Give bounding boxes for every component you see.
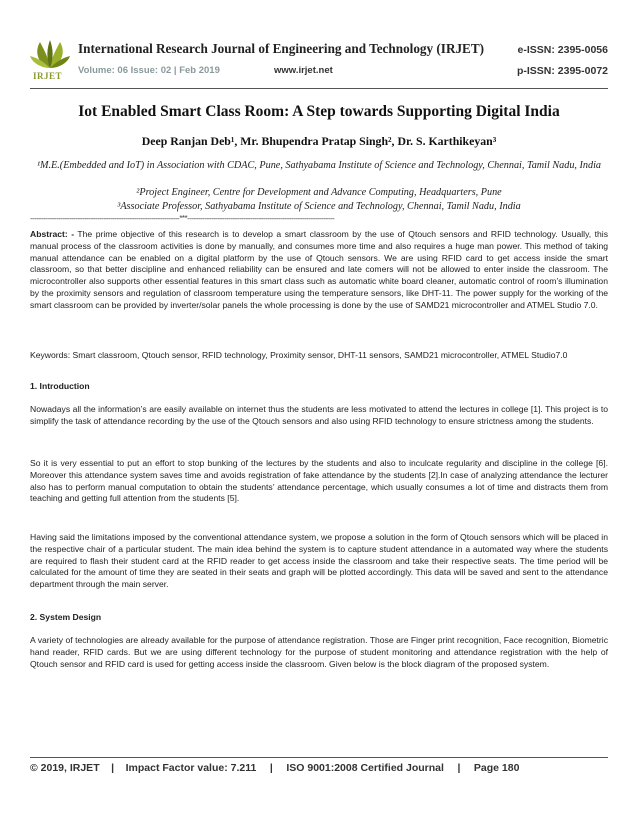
volume-issue: Volume: 06 Issue: 02 | Feb 2019: [78, 65, 220, 76]
section-separator: ---------------------------------------------------------------------***--------------------------------------------------------------------: [30, 214, 335, 223]
footer-impact-factor: Impact Factor value: 7.211: [125, 762, 257, 774]
footer-separator: |: [457, 762, 461, 774]
intro-paragraph-3: Having said the limitations imposed by the conventional attendance system, we propose a solution in the form of Qtouch sensors which will be placed in the respective chair of a particular student. The main idea behind the system is to capture student attendance in a automated way where the students are required to flash their student card at the RFID reader to get access inside the classroom and take their respective seats. The time period will be calculated for the amount of time they are seated in their seats and graph will be plotted accordingly. This data will be saved and sent to the attendance department through the main server.: [30, 532, 608, 590]
intro-paragraph-2: So it is very essential to put an effort to stop bunking of the lectures by the students and also to inculcate regularity and discipline in the college [6]. Moreover this attendance system saves time and avoids registration of fake attendance by the students [2].In case of analyzing attendance the lecturer also has to perform manual computation to obtain the students’ attendance percentage, which usually consumes a lot of time and distracts them from teaching and getting full attention from the students [5].: [30, 458, 608, 504]
footer-iso: ISO 9001:2008 Certified Journal: [286, 762, 444, 774]
footer-copyright: © 2019, IRJET: [30, 762, 100, 774]
paper-title: Iot Enabled Smart Class Room: A Step towards Supporting Digital India: [78, 103, 560, 120]
affiliation-1: ¹M.E.(Embedded and IoT) in Association with CDAC, Pune, Sathyabama Institute of Science and Technology, Chennai, Tamil Nadu, India: [36, 160, 602, 171]
footer-separator: |: [269, 762, 273, 774]
footer-page-number: Page 180: [473, 762, 520, 774]
irjet-logo: [30, 38, 70, 84]
section-heading-system-design: 2. System Design: [30, 612, 102, 622]
header-divider: [30, 88, 608, 89]
footer-separator: |: [111, 762, 115, 774]
design-paragraph-1: A variety of technologies are already available for the purpose of attendance registration. Those are Finger print recognition, Face recognition, Biometric hand reader, RFID cards. But we are using different technology for the purpose of student monitoring and attendance registration with the help of Qtouch sensor and RFID card is used for getting access inside the classroom. Given below is the block diagram of the proposed system.: [30, 635, 608, 669]
logo-text: IRJET: [33, 71, 63, 81]
journal-header: [30, 38, 608, 86]
page-footer: [30, 762, 608, 774]
abstract-text: The prime objective of this research is to develop a smart classroom by the use of Qtouch sensors and RFID technology. Usually, this manual process of the classroom activities is done by manually, and consumes more time and also requires a huge man power. This method of taking manual attendance can be enabled on a digital platform by the use of Qtouch sensors. We are using RFID card to get access inside the smart classroom, so that better discipline and enhanced reliability can be ensured and late comers will not be allowed to enter inside the classroom. The microcontroller also supports other essential features in this smart class such as automatic white board cleaner, automatic control of room’s illumination by the proximity sensors and regulation of classroom temperature using the temperature sensors, like DHT-11. The power supply for the working of the smart classroom can be provided by inverter/solar panels the whole processing is done by the use of SAMD21 microcontroller and ATMEL Studio 7.0.: [30, 229, 608, 310]
abstract: [30, 229, 608, 312]
journal-website-link[interactable]: www.irjet.net: [274, 65, 333, 76]
keywords: Keywords: Smart classroom, Qtouch sensor, RFID technology, Proximity sensor, DHT-11 sensors, SAMD21 microcontroller, ATMEL Studio7.0: [30, 350, 568, 360]
footer-divider: [30, 757, 608, 758]
author-list: Deep Ranjan Deb¹, Mr. Bhupendra Pratap Singh², Dr. S. Karthikeyan³: [141, 134, 497, 148]
affiliation-2: ²Project Engineer, Centre for Development and Advance Computing, Headquarters, Pune: [136, 187, 502, 198]
section-heading-introduction: 1. Introduction: [30, 381, 90, 391]
journal-name: International Research Journal of Engineering and Technology (IRJET): [78, 41, 485, 56]
e-issn: e-ISSN: 2395-0056: [517, 44, 608, 56]
p-issn: p-ISSN: 2395-0072: [516, 65, 608, 77]
affiliation-3: ³Associate Professor, Sathyabama Institute of Science and Technology, Chennai, Tamil Nadu, India: [117, 201, 521, 212]
intro-paragraph-1: Nowadays all the information’s are easily available on internet thus the students are less motivated to attend the lectures in college [1]. This project is to simplify the task of attendance recording by the use of the Qtouch sensors and also using RFID technology to ensure strictness among the students.: [30, 404, 608, 426]
abstract-label: Abstract: -: [30, 229, 75, 239]
leaf-logo-icon: [30, 38, 70, 72]
